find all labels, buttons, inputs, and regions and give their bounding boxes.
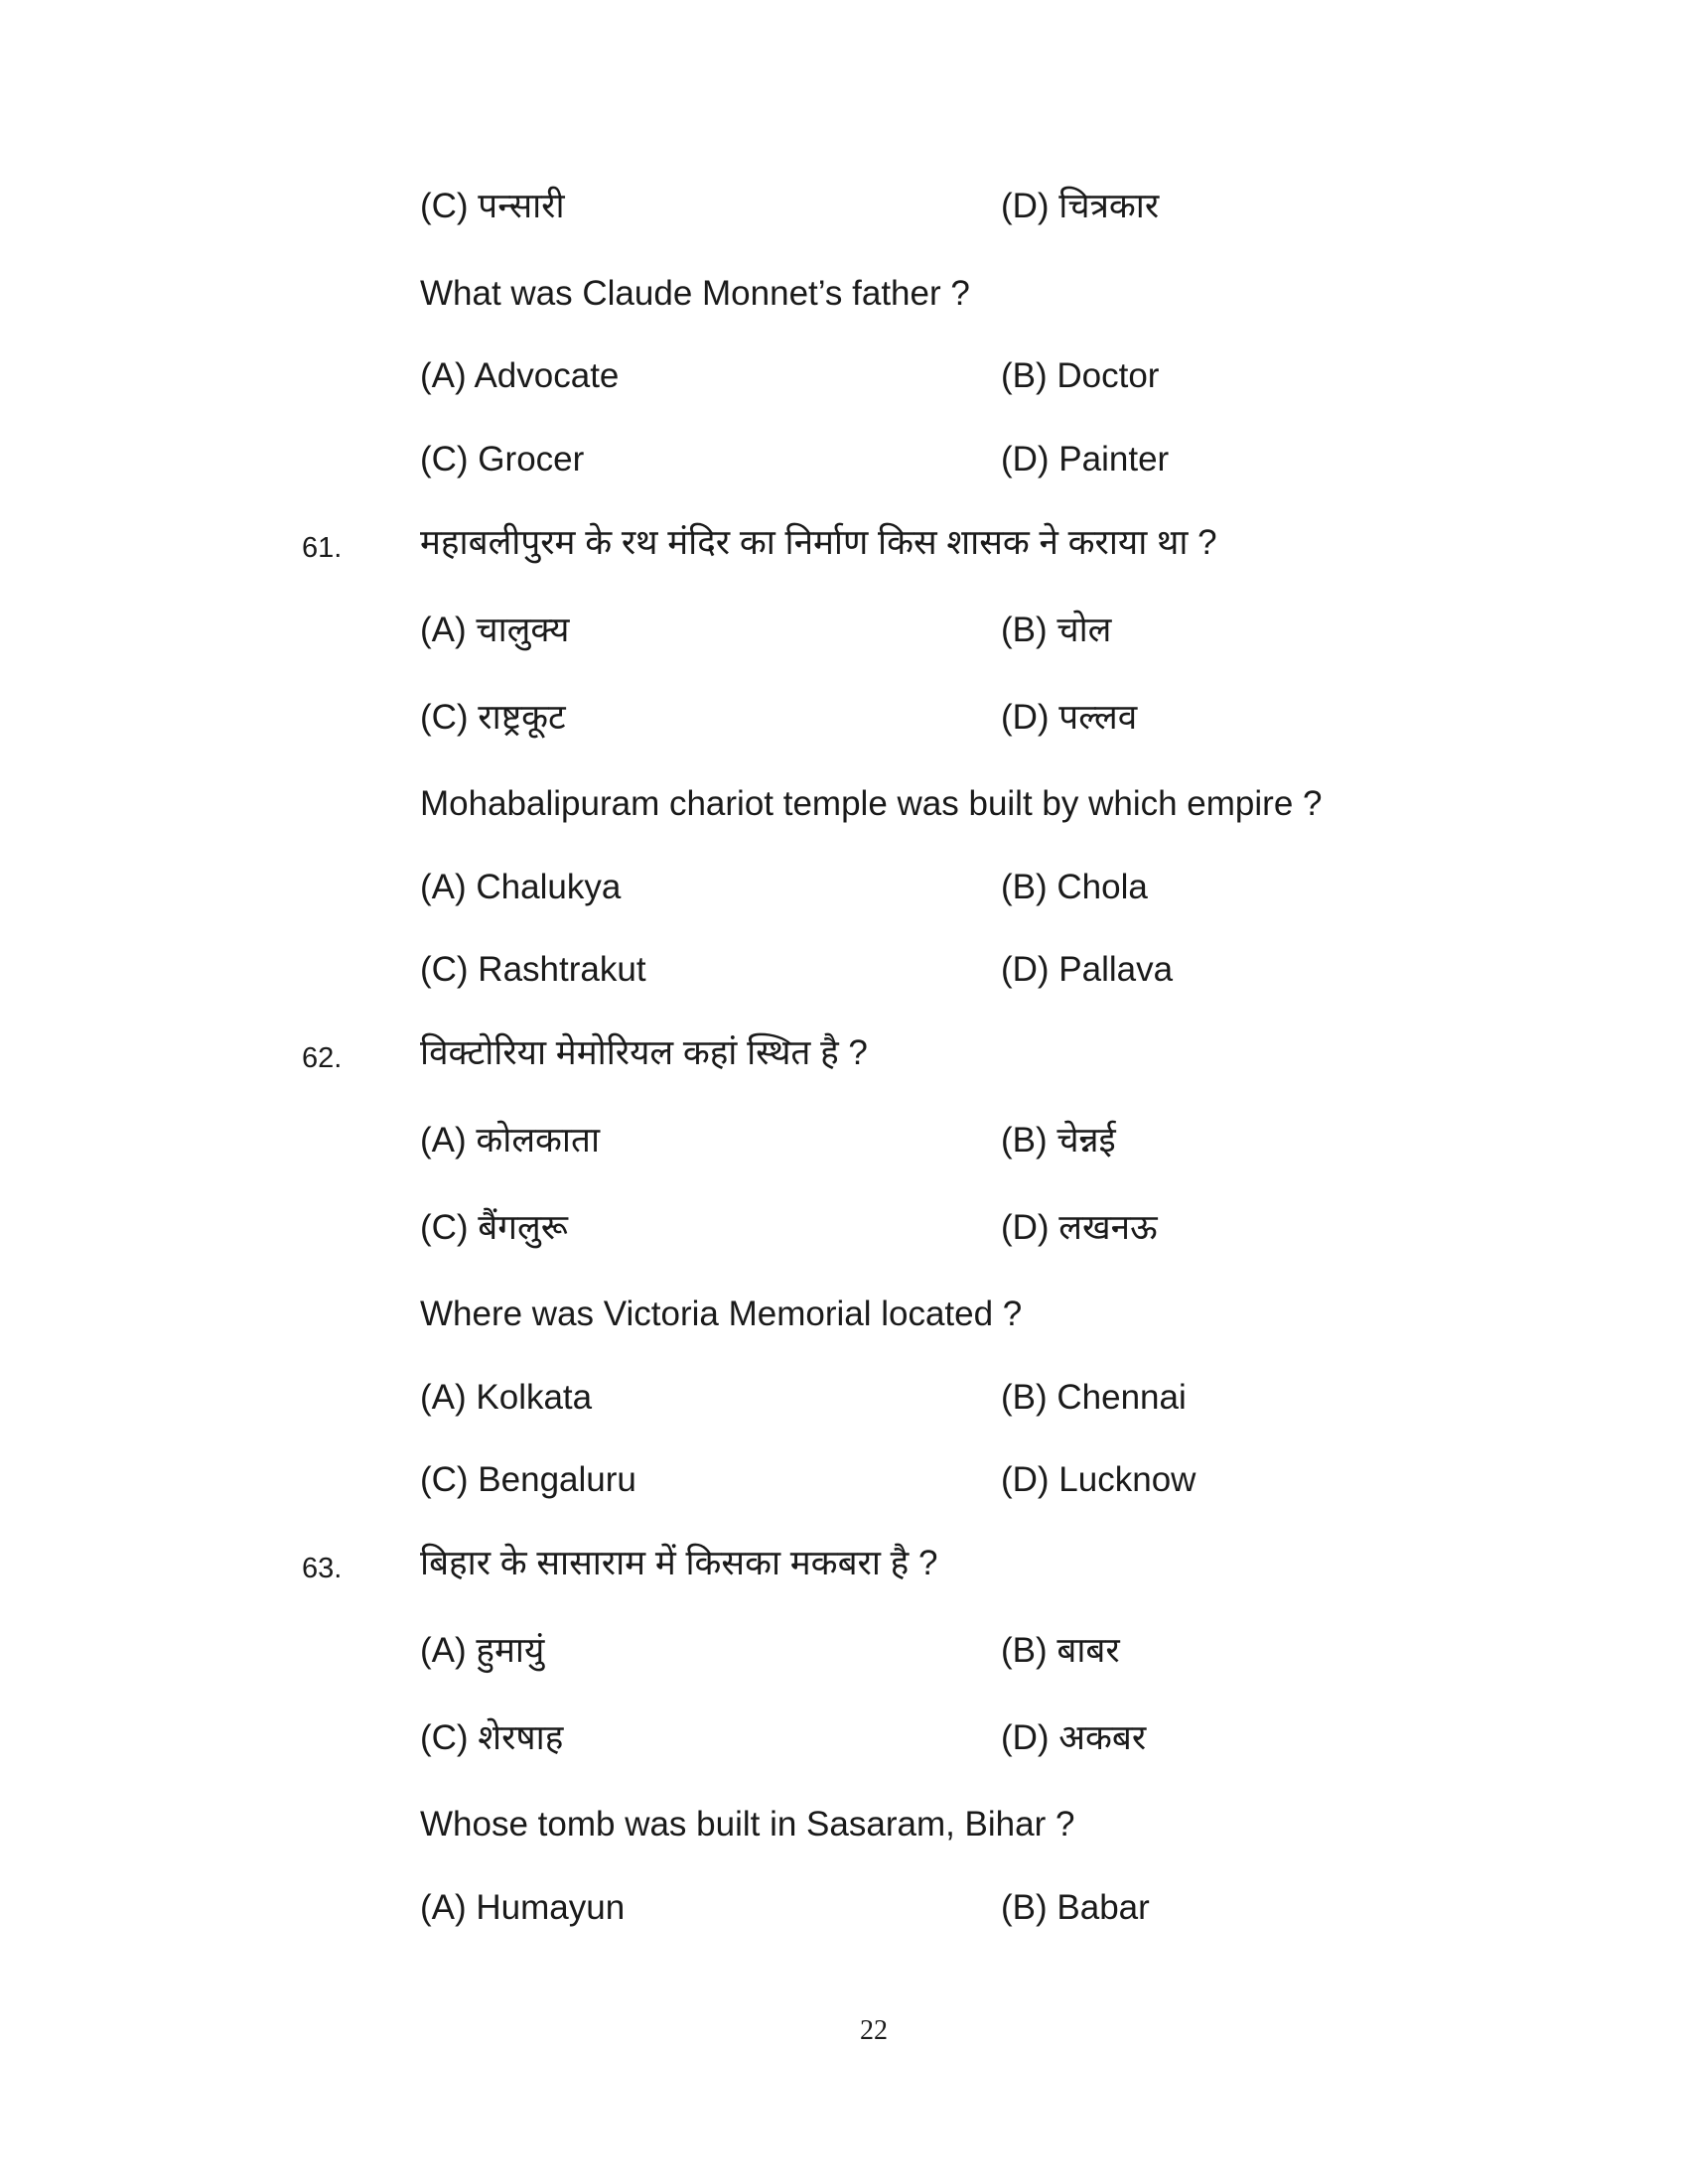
q63-number: 63. bbox=[302, 1553, 343, 1584]
q62-hi-question: विक्टोरिया मेमोरियल कहां स्थित है ? bbox=[420, 1033, 868, 1072]
page-number: 22 bbox=[860, 2015, 888, 2046]
q63-en-question: Whose tomb was built in Sasaram, Bihar ? bbox=[420, 1805, 1075, 1843]
q63-hi-question: बिहार के सासाराम में किसका मकबरा है ? bbox=[420, 1544, 938, 1582]
q62-en-option-d: (D) Lucknow bbox=[1001, 1460, 1196, 1499]
q62-hi-option-a: (A) कोलकाता bbox=[420, 1121, 601, 1160]
q61-en-question: Mohabalipuram chariot temple was built by which empire ? bbox=[420, 784, 1323, 823]
q61-en-option-c: (C) Rashtrakut bbox=[420, 950, 646, 989]
q63-hi-option-b: (B) बाबर bbox=[1001, 1631, 1120, 1670]
q62-hi-option-c: (C) बैंगलुरू bbox=[420, 1208, 568, 1247]
q61-en-option-a: (A) Chalukya bbox=[420, 868, 622, 906]
q62-en-option-a: (A) Kolkata bbox=[420, 1378, 593, 1417]
q61-en-option-b: (B) Chola bbox=[1001, 868, 1148, 906]
q60-en-option-a: (A) Advocate bbox=[420, 356, 620, 395]
q61-hi-question: महाबलीपुरम के रथ मंदिर का निर्माण किस शासक ने कराया था ? bbox=[420, 523, 1217, 562]
q60-en-option-c: (C) Grocer bbox=[420, 440, 585, 478]
q63-en-option-a: (A) Humayun bbox=[420, 1888, 626, 1927]
q62-en-question: Where was Victoria Memorial located ? bbox=[420, 1295, 1023, 1333]
q60-en-question: What was Claude Monnet’s father ? bbox=[420, 274, 970, 313]
q60-en-option-d: (D) Painter bbox=[1001, 440, 1170, 478]
q60-hi-option-d: (D) चित्रकार bbox=[1001, 187, 1160, 225]
q63-hi-option-d: (D) अकबर bbox=[1001, 1718, 1147, 1757]
q60-en-option-b: (B) Doctor bbox=[1001, 356, 1160, 395]
q61-hi-option-d: (D) पल्लव bbox=[1001, 698, 1138, 737]
q63-hi-option-c: (C) शेरषाह bbox=[420, 1718, 564, 1757]
q62-hi-option-b: (B) चेन्नई bbox=[1001, 1121, 1116, 1160]
q61-number: 61. bbox=[302, 532, 343, 564]
q62-en-option-b: (B) Chennai bbox=[1001, 1378, 1187, 1417]
q63-hi-option-a: (A) हुमायुं bbox=[420, 1631, 545, 1670]
q62-hi-option-d: (D) लखनऊ bbox=[1001, 1208, 1158, 1247]
q61-en-option-d: (D) Pallava bbox=[1001, 950, 1174, 989]
q61-hi-option-b: (B) चोल bbox=[1001, 611, 1112, 649]
q63-en-option-b: (B) Babar bbox=[1001, 1888, 1150, 1927]
q60-hi-option-c: (C) पन्सारी bbox=[420, 187, 565, 225]
q61-hi-option-c: (C) राष्ट्रकूट bbox=[420, 698, 566, 737]
q62-number: 62. bbox=[302, 1042, 343, 1074]
q62-en-option-c: (C) Bengaluru bbox=[420, 1460, 636, 1499]
q61-hi-option-a: (A) चालुक्य bbox=[420, 611, 570, 649]
